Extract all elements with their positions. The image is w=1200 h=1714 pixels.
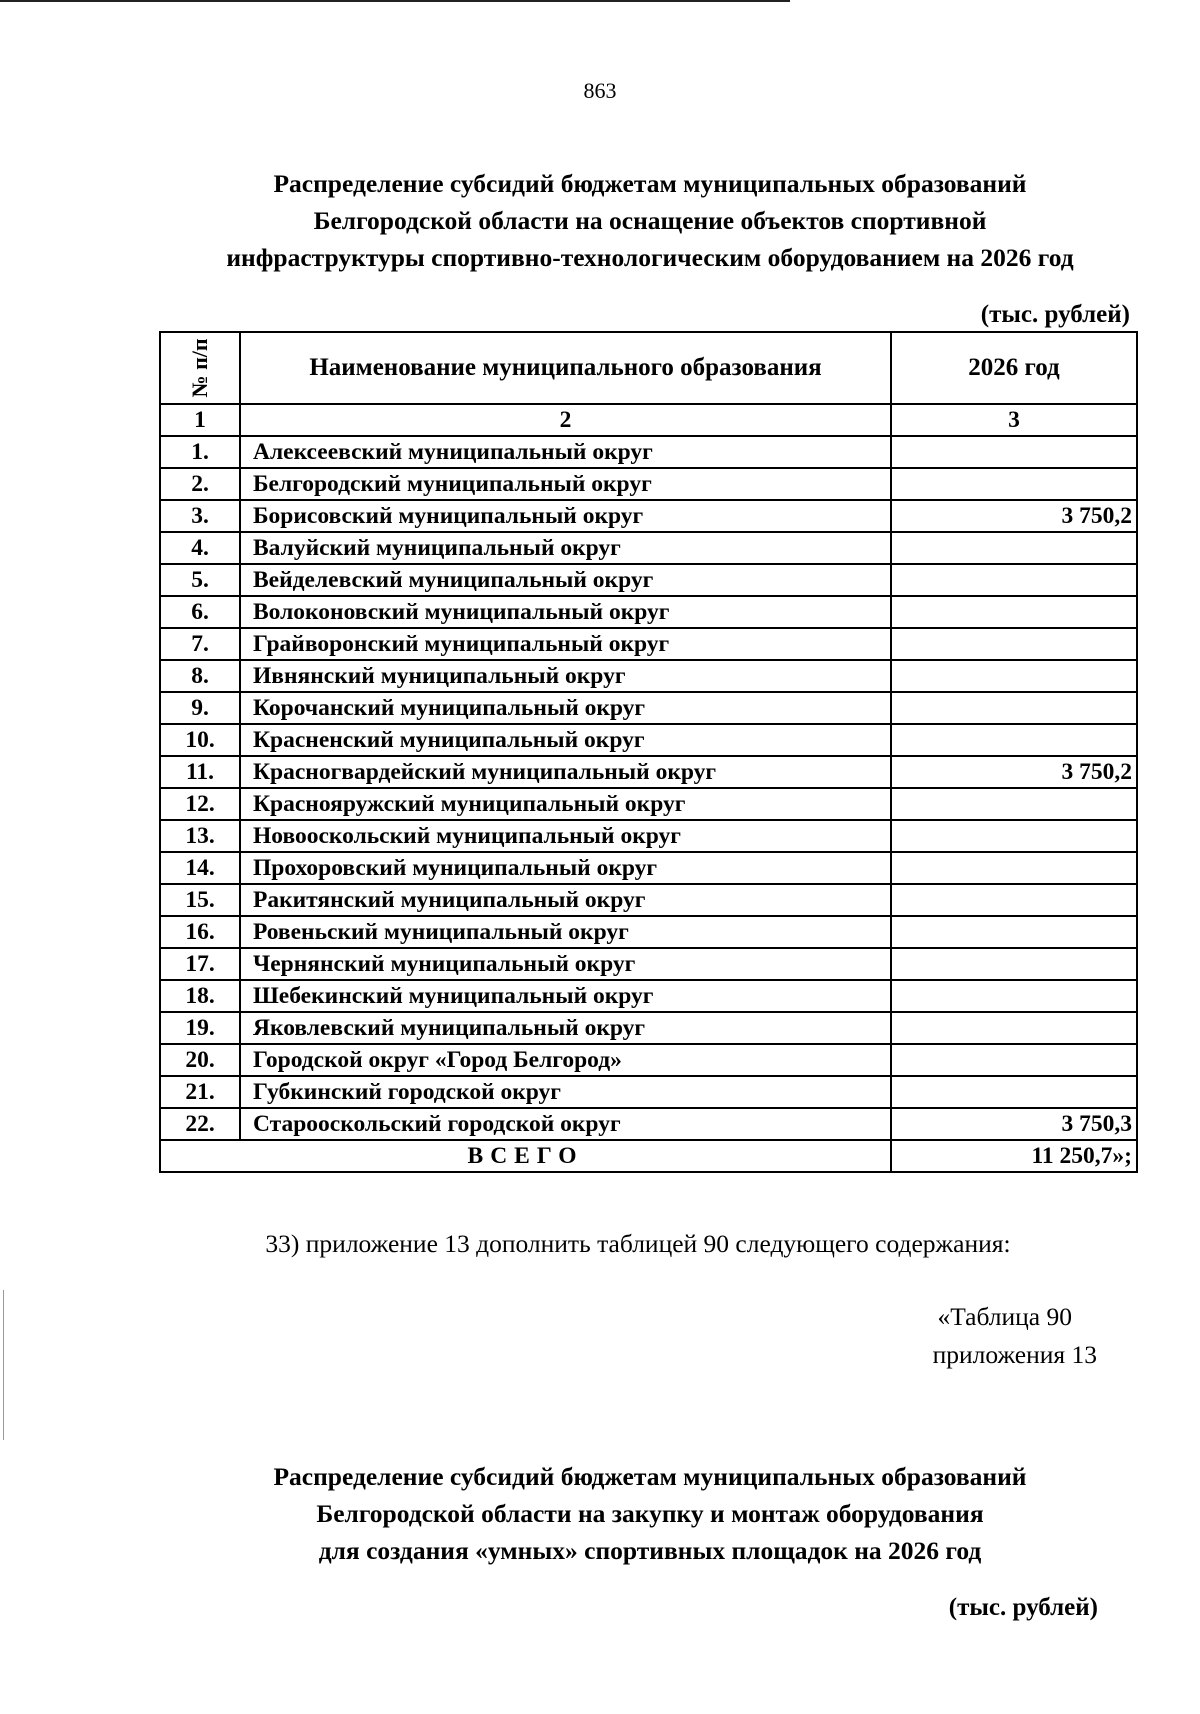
- municipality-name: Ракитянский муниципальный округ: [240, 884, 891, 916]
- municipality-name: Волоконовский муниципальный округ: [240, 596, 891, 628]
- column-index: 1: [160, 404, 240, 436]
- row-number: 6.: [160, 596, 240, 628]
- table-body: [160, 436, 1137, 1140]
- municipality-name: Валуйский муниципальный округ: [240, 532, 891, 564]
- row-number: 20.: [160, 1044, 240, 1076]
- subsidy-value: [891, 1012, 1137, 1044]
- table-caption: [908, 1298, 1097, 1374]
- municipality-name: Красногвардейский муниципальный округ: [240, 756, 891, 788]
- row-number: 18.: [160, 980, 240, 1012]
- municipality-name: Борисовский муниципальный округ: [240, 500, 891, 532]
- municipality-name: Новооскольский муниципальный округ: [240, 820, 891, 852]
- scan-margin-line: [3, 1290, 4, 1440]
- total-label: ВСЕГО: [160, 1140, 891, 1172]
- subsidy-value: [891, 628, 1137, 660]
- caption-line: «Таблица 90: [937, 1302, 1072, 1331]
- table-row: [160, 468, 1137, 500]
- municipality-name: Корочанский муниципальный округ: [240, 692, 891, 724]
- table-row: [160, 436, 1137, 468]
- row-number: 21.: [160, 1076, 240, 1108]
- subsidy-value: [891, 596, 1137, 628]
- row-number: 15.: [160, 884, 240, 916]
- municipality-name: Шебекинский муниципальный округ: [240, 980, 891, 1012]
- subsidy-value: [891, 564, 1137, 596]
- column-header-name: Наименование муниципального образования: [240, 332, 891, 404]
- row-number: 5.: [160, 564, 240, 596]
- row-number: 9.: [160, 692, 240, 724]
- municipality-name: Красненский муниципальный округ: [240, 724, 891, 756]
- table-row: [160, 660, 1137, 692]
- page-number: 863: [583, 78, 617, 103]
- total-value: 11 250,7»;: [891, 1140, 1137, 1172]
- table-row: [160, 948, 1137, 980]
- subsidy-value: [891, 1044, 1137, 1076]
- subsidy-value: 3 750,2: [891, 500, 1137, 532]
- subsidy-value: [891, 820, 1137, 852]
- table-row: [160, 500, 1137, 532]
- units-label-2: (тыс. рублей): [948, 1594, 1098, 1621]
- subsidy-value: [891, 852, 1137, 884]
- subsidy-value: [891, 532, 1137, 564]
- title-line: инфраструктуры спортивно-технологическим оборудованием на 2026 год: [226, 243, 1074, 272]
- table-row: [160, 820, 1137, 852]
- row-number: 19.: [160, 1012, 240, 1044]
- row-number: 12.: [160, 788, 240, 820]
- municipality-name: Ивнянский муниципальный округ: [240, 660, 891, 692]
- row-number: 8.: [160, 660, 240, 692]
- table-row: [160, 788, 1137, 820]
- title-line: Распределение субсидий бюджетам муниципальных образований: [273, 1462, 1027, 1491]
- municipality-name: Вейделевский муниципальный округ: [240, 564, 891, 596]
- subsidy-value: [891, 1076, 1137, 1108]
- subsidy-value: [891, 948, 1137, 980]
- table-row: [160, 1108, 1137, 1140]
- row-number: 11.: [160, 756, 240, 788]
- table-row: [160, 596, 1137, 628]
- title-line: для создания «умных» спортивных площадок на 2026 год: [318, 1536, 982, 1565]
- subsidy-value: [891, 980, 1137, 1012]
- row-number: 7.: [160, 628, 240, 660]
- municipality-name: Губкинский городской округ: [240, 1076, 891, 1108]
- table-row: [160, 532, 1137, 564]
- subsidy-distribution-table: [159, 331, 1138, 1173]
- column-header-number-label: № п/п: [187, 338, 212, 398]
- table-row: [160, 1076, 1137, 1108]
- table-title-89: [120, 165, 1180, 276]
- municipality-name: Грайворонский муниципальный округ: [240, 628, 891, 660]
- column-header-year: 2026 год: [891, 332, 1137, 404]
- row-number: 3.: [160, 500, 240, 532]
- table-title-90: [120, 1458, 1180, 1569]
- municipality-name: Белгородский муниципальный округ: [240, 468, 891, 500]
- column-index-row: [160, 404, 1137, 436]
- units-label: (тыс. рублей): [980, 301, 1130, 328]
- municipality-name: Алексеевский муниципальный округ: [240, 436, 891, 468]
- table-row: [160, 884, 1137, 916]
- subsidy-value: 3 750,2: [891, 756, 1137, 788]
- column-index: 3: [891, 404, 1137, 436]
- table-row: [160, 628, 1137, 660]
- municipality-name: Старооскольский городской округ: [240, 1108, 891, 1140]
- municipality-name: Городской округ «Город Белгород»: [240, 1044, 891, 1076]
- amendment-paragraph: [0, 1229, 1200, 1259]
- table-row: [160, 1012, 1137, 1044]
- subsidy-value: [891, 916, 1137, 948]
- row-number: 2.: [160, 468, 240, 500]
- table-header-row: [160, 332, 1137, 404]
- subsidy-value: [891, 788, 1137, 820]
- subsidy-value: [891, 724, 1137, 756]
- column-header-number: [160, 332, 240, 404]
- table-row: [160, 852, 1137, 884]
- title-line: Белгородской области на закупку и монтаж оборудования: [316, 1499, 984, 1528]
- subsidy-value: 3 750,3: [891, 1108, 1137, 1140]
- municipality-name: Краснояружский муниципальный округ: [240, 788, 891, 820]
- row-number: 22.: [160, 1108, 240, 1140]
- row-number: 16.: [160, 916, 240, 948]
- scan-border-line: [0, 0, 790, 2]
- subsidy-value: [891, 468, 1137, 500]
- row-number: 10.: [160, 724, 240, 756]
- subsidy-value: [891, 436, 1137, 468]
- table-row: [160, 564, 1137, 596]
- amendment-paragraph-text: 33) приложение 13 дополнить таблицей 90 следующего содержания:: [265, 1229, 1011, 1258]
- row-number: 17.: [160, 948, 240, 980]
- column-index: 2: [240, 404, 891, 436]
- subsidy-value: [891, 884, 1137, 916]
- row-number: 13.: [160, 820, 240, 852]
- table-row: [160, 980, 1137, 1012]
- subsidy-value: [891, 692, 1137, 724]
- municipality-name: Чернянский муниципальный округ: [240, 948, 891, 980]
- title-line: Распределение субсидий бюджетам муниципальных образований: [273, 169, 1027, 198]
- municipality-name: Прохоровский муниципальный округ: [240, 852, 891, 884]
- municipality-name: Яковлевский муниципальный округ: [240, 1012, 891, 1044]
- table-row: [160, 756, 1137, 788]
- row-number: 14.: [160, 852, 240, 884]
- caption-line: приложения 13: [932, 1340, 1097, 1369]
- municipality-name: Ровеньский муниципальный округ: [240, 916, 891, 948]
- row-number: 4.: [160, 532, 240, 564]
- title-line: Белгородской области на оснащение объектов спортивной: [313, 206, 987, 235]
- row-number: 1.: [160, 436, 240, 468]
- subsidy-value: [891, 660, 1137, 692]
- table-row: [160, 1044, 1137, 1076]
- table-row: [160, 916, 1137, 948]
- total-row: [160, 1140, 1137, 1172]
- table-row: [160, 724, 1137, 756]
- table-row: [160, 692, 1137, 724]
